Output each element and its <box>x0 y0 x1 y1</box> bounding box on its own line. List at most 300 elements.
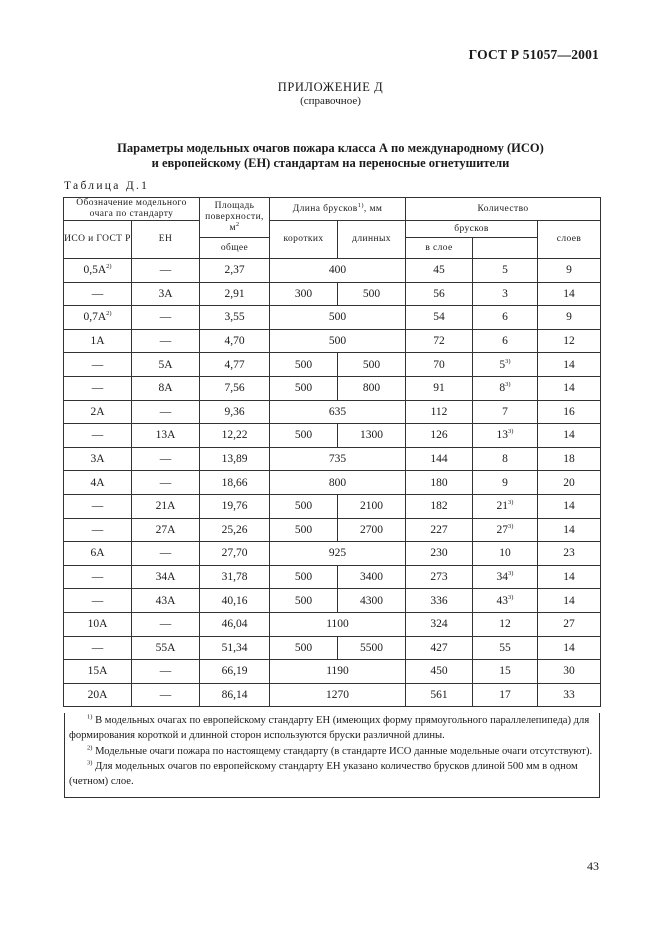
cell-iso-value: 20А <box>87 688 108 701</box>
cell-iso-value: 2А <box>90 405 105 418</box>
cell-layers <box>538 589 601 613</box>
cell-length-value: 1270 <box>326 688 349 701</box>
cell-long <box>338 353 406 377</box>
cell-iso-value: 0,7А <box>83 311 107 324</box>
cell-total <box>406 494 473 518</box>
cell-layers <box>538 282 601 306</box>
header-length-text: Длина брусков <box>292 203 358 214</box>
table-body <box>64 198 601 707</box>
cell-per-layer <box>473 589 538 613</box>
cell-iso-value: — <box>91 429 104 442</box>
table-row <box>64 471 601 495</box>
cell-short-value: 500 <box>294 641 313 654</box>
cell-iso <box>64 494 132 518</box>
cell-short <box>270 282 338 306</box>
cell-area <box>200 636 270 660</box>
cell-total <box>406 542 473 566</box>
cell-area <box>200 589 270 613</box>
note-3-text: Для модельных очагов по европейскому стандарту ЕН указано количество брусков длиной 500 мм в одном (четном) слое. <box>69 760 578 788</box>
cell-layers <box>538 306 601 330</box>
table-row <box>64 306 601 330</box>
header-iso: ИСО и ГОСТ Р <box>64 221 132 259</box>
cell-per-layer-value: 8 <box>499 382 506 395</box>
cell-layers-value: 30 <box>563 665 575 678</box>
cell-iso <box>64 282 132 306</box>
cell-length <box>270 329 406 353</box>
cell-area <box>200 565 270 589</box>
cell-en-value: — <box>159 547 172 560</box>
appendix-title: ПРИЛОЖЕНИЕ Д <box>277 80 384 94</box>
cell-area-value: 25,26 <box>221 523 248 536</box>
cell-iso-footnote: 2) <box>106 310 112 318</box>
header-quantity: Количество <box>406 198 601 221</box>
cell-short <box>270 636 338 660</box>
cell-iso-footnote: 2) <box>106 263 112 271</box>
cell-layers-value: 27 <box>563 618 575 631</box>
cell-area <box>200 660 270 684</box>
cell-area-value: 13,89 <box>221 453 248 466</box>
cell-long-value: 5500 <box>360 641 383 654</box>
cell-total <box>406 518 473 542</box>
cell-length <box>270 447 406 471</box>
cell-iso <box>64 471 132 495</box>
cell-en-value: — <box>159 618 172 631</box>
cell-per-layer <box>473 565 538 589</box>
table-row <box>64 329 601 353</box>
cell-area-value: 86,14 <box>221 688 248 701</box>
cell-per-layer-value: 21 <box>496 500 509 513</box>
cell-total-value: 561 <box>430 688 448 701</box>
cell-per-layer <box>473 612 538 636</box>
fire-models-table <box>63 197 601 707</box>
table-row <box>64 589 601 613</box>
cell-iso <box>64 447 132 471</box>
note-1-text: В модельных очагах по европейскому стандарту ЕН (имеющих форму прямоугольного параллелепипеда) для формирования короткой и длинной сторон используются бруски различной длины. <box>69 715 590 742</box>
table-heading <box>0 141 661 171</box>
cell-en-value: 43А <box>155 594 176 607</box>
cell-total <box>406 259 473 283</box>
cell-short <box>270 565 338 589</box>
cell-layers <box>538 494 601 518</box>
cell-per-layer <box>473 329 538 353</box>
cell-length <box>270 471 406 495</box>
cell-total <box>406 376 473 400</box>
cell-en-value: — <box>159 264 172 277</box>
cell-total <box>406 612 473 636</box>
cell-en <box>132 447 200 471</box>
cell-layers-value: 14 <box>563 358 575 371</box>
cell-iso-value: 10А <box>87 618 108 631</box>
cell-length-value: 1190 <box>326 665 349 678</box>
table-heading-line1: Параметры модельных очагов пожара класса А по международному (ИСО) <box>117 141 544 155</box>
cell-en-value: 27А <box>155 523 176 536</box>
cell-en-value: — <box>159 405 172 418</box>
note-3-sup: 3) <box>87 759 93 767</box>
cell-per-layer-value: 34 <box>496 571 509 584</box>
cell-per-layer <box>473 447 538 471</box>
cell-total <box>406 282 473 306</box>
header-area <box>200 198 270 238</box>
table-label: Таблица Д.1 <box>64 180 150 192</box>
note-1-sup: 1) <box>87 713 93 721</box>
cell-total-value: 182 <box>430 500 448 513</box>
cell-per-layer <box>473 518 538 542</box>
cell-layers <box>538 660 601 684</box>
cell-per-layer-value: 5 <box>502 264 508 277</box>
cell-long-value: 1300 <box>360 429 383 442</box>
header-area-sup: 2 <box>235 220 240 228</box>
cell-area-value: 2,91 <box>224 287 245 300</box>
note-1 <box>65 713 599 744</box>
cell-layers-value: 14 <box>563 523 575 536</box>
cell-per-layer-footnote: 3) <box>508 523 514 530</box>
cell-per-layer <box>473 471 538 495</box>
cell-total-value: 126 <box>430 429 448 442</box>
cell-iso-value: — <box>91 641 104 654</box>
header-layers: слоев <box>538 221 601 259</box>
cell-iso <box>64 353 132 377</box>
cell-layers <box>538 542 601 566</box>
cell-en-value: 3А <box>158 287 173 300</box>
cell-long <box>338 565 406 589</box>
cell-total <box>406 589 473 613</box>
cell-iso-value: — <box>91 287 104 300</box>
cell-per-layer-value: 10 <box>499 547 511 560</box>
cell-length-value: 735 <box>328 453 347 466</box>
cell-area-value: 19,76 <box>221 500 248 513</box>
header-long: длинных <box>338 221 406 259</box>
cell-length <box>270 660 406 684</box>
cell-long <box>338 424 406 448</box>
cell-length-value: 400 <box>328 264 347 277</box>
cell-layers-value: 33 <box>563 688 575 701</box>
header-per-layer: в слое <box>406 238 473 259</box>
cell-en-value: — <box>159 476 172 489</box>
cell-per-layer-value: 13 <box>496 429 509 442</box>
cell-area-value: 31,78 <box>221 571 248 584</box>
cell-per-layer-value: 43 <box>496 594 509 607</box>
cell-en <box>132 400 200 424</box>
cell-total-value: 180 <box>430 476 448 489</box>
cell-total-value: 427 <box>430 641 448 654</box>
cell-per-layer-footnote: 3) <box>508 593 514 601</box>
cell-short-value: 300 <box>294 287 313 300</box>
cell-iso <box>64 329 132 353</box>
cell-short <box>270 353 338 377</box>
cell-total <box>406 471 473 495</box>
cell-layers <box>538 565 601 589</box>
cell-per-layer-value: 9 <box>502 476 508 489</box>
cell-long-value: 800 <box>362 382 381 395</box>
cell-total-value: 450 <box>430 665 448 678</box>
table-heading-line2: и европейскому (ЕН) стандартам на переносные огнетушители <box>151 156 510 170</box>
document-code: ГОСТ Р 51057—2001 <box>468 47 599 62</box>
cell-iso-value: — <box>91 500 104 513</box>
cell-layers <box>538 518 601 542</box>
cell-en <box>132 589 200 613</box>
cell-en-value: — <box>159 335 172 348</box>
cell-layers-value: 14 <box>563 594 575 607</box>
cell-per-layer-footnote: 3) <box>508 428 514 436</box>
cell-layers-value: 14 <box>563 641 575 654</box>
cell-total-value: 72 <box>433 335 445 348</box>
cell-length <box>270 683 406 707</box>
table-row <box>64 636 601 660</box>
cell-short <box>270 589 338 613</box>
cell-per-layer <box>473 636 538 660</box>
cell-iso-value: 3А <box>90 453 105 466</box>
cell-length-value: 800 <box>328 476 347 489</box>
cell-area <box>200 282 270 306</box>
cell-area <box>200 259 270 283</box>
cell-per-layer <box>473 424 538 448</box>
cell-iso <box>64 589 132 613</box>
cell-long <box>338 376 406 400</box>
cell-length-value: 1100 <box>326 618 349 631</box>
cell-en-value: — <box>159 311 172 324</box>
cell-per-layer <box>473 376 538 400</box>
cell-iso <box>64 612 132 636</box>
cell-layers <box>538 259 601 283</box>
cell-total <box>406 636 473 660</box>
cell-layers <box>538 400 601 424</box>
cell-total <box>406 329 473 353</box>
cell-per-layer-value: 6 <box>502 335 508 348</box>
cell-iso-value: 1А <box>90 335 105 348</box>
table-row <box>64 353 601 377</box>
cell-per-layer <box>473 542 538 566</box>
cell-total <box>406 424 473 448</box>
cell-total-value: 54 <box>433 311 445 324</box>
cell-length-value: 500 <box>328 311 347 324</box>
cell-en-value: 5А <box>158 358 173 371</box>
header-designation: Обозначение модельного очага по стандарту <box>64 198 200 221</box>
cell-short <box>270 518 338 542</box>
table-row <box>64 542 601 566</box>
cell-en-value: — <box>159 688 172 701</box>
cell-layers-value: 20 <box>563 476 575 489</box>
cell-per-layer-value: 8 <box>502 453 508 466</box>
cell-short <box>270 424 338 448</box>
cell-total-value: 70 <box>433 358 445 371</box>
cell-long-value: 500 <box>362 358 381 371</box>
table-row <box>64 376 601 400</box>
cell-area <box>200 306 270 330</box>
table-row <box>64 565 601 589</box>
cell-per-layer <box>473 306 538 330</box>
cell-length-value: 500 <box>328 335 347 348</box>
cell-per-layer <box>473 282 538 306</box>
cell-total-value: 91 <box>433 382 445 395</box>
cell-per-layer-value: 6 <box>502 311 508 324</box>
cell-total-value: 324 <box>430 618 448 631</box>
cell-area-value: 3,55 <box>224 311 245 324</box>
cell-per-layer-value: 17 <box>499 688 511 701</box>
cell-short-value: 500 <box>294 594 313 607</box>
cell-per-layer-value: 55 <box>499 641 511 654</box>
cell-layers-value: 12 <box>563 335 575 348</box>
page-number: 43 <box>587 859 599 873</box>
cell-layers <box>538 471 601 495</box>
cell-total <box>406 660 473 684</box>
cell-area-value: 46,04 <box>221 618 248 631</box>
cell-length <box>270 542 406 566</box>
cell-area <box>200 471 270 495</box>
cell-length-value: 925 <box>328 547 347 560</box>
cell-layers <box>538 424 601 448</box>
cell-en <box>132 306 200 330</box>
table-row <box>64 259 601 283</box>
cell-layers-value: 14 <box>563 571 575 584</box>
cell-area <box>200 353 270 377</box>
cell-per-layer-value: 3 <box>502 287 508 300</box>
cell-per-layer-value: 12 <box>499 618 511 631</box>
table-row <box>64 494 601 518</box>
cell-en-value: 13А <box>155 429 176 442</box>
cell-iso-value: 0,5А <box>83 264 107 277</box>
cell-total-value: 230 <box>430 547 448 560</box>
cell-en <box>132 282 200 306</box>
cell-length <box>270 612 406 636</box>
cell-long-value: 500 <box>362 287 381 300</box>
header-en: ЕН <box>132 221 200 259</box>
cell-layers <box>538 447 601 471</box>
cell-layers-value: 14 <box>563 287 575 300</box>
cell-en-value: 8А <box>158 382 173 395</box>
cell-area <box>200 447 270 471</box>
cell-en <box>132 612 200 636</box>
table-row <box>64 282 601 306</box>
cell-iso <box>64 306 132 330</box>
cell-area <box>200 424 270 448</box>
cell-layers-value: 9 <box>566 264 572 277</box>
cell-area <box>200 612 270 636</box>
cell-en-value: 34А <box>155 571 176 584</box>
cell-area-value: 51,34 <box>221 641 248 654</box>
cell-area <box>200 400 270 424</box>
header-length-unit: , мм <box>363 203 383 214</box>
cell-length <box>270 259 406 283</box>
cell-iso <box>64 636 132 660</box>
cell-total-value: 45 <box>433 264 445 277</box>
cell-long-value: 3400 <box>360 571 383 584</box>
cell-long <box>338 636 406 660</box>
cell-en <box>132 259 200 283</box>
note-3 <box>65 759 599 790</box>
cell-per-layer <box>473 259 538 283</box>
cell-area-value: 27,70 <box>221 547 248 560</box>
cell-iso-value: 15А <box>87 665 108 678</box>
cell-layers <box>538 376 601 400</box>
cell-en <box>132 636 200 660</box>
table-row <box>64 660 601 684</box>
cell-area-value: 18,66 <box>221 476 248 489</box>
cell-en <box>132 542 200 566</box>
cell-en <box>132 471 200 495</box>
cell-layers-value: 18 <box>563 453 575 466</box>
cell-total <box>406 683 473 707</box>
table-row <box>64 400 601 424</box>
cell-iso <box>64 565 132 589</box>
cell-iso-value: — <box>91 571 104 584</box>
cell-layers <box>538 329 601 353</box>
cell-iso-value: — <box>91 594 104 607</box>
note-2-text: Модельные очаги пожара по настоящему стандарту (в стандарте ИСО данные модельные очаги отсутствуют). <box>92 745 593 757</box>
cell-iso <box>64 259 132 283</box>
cell-per-layer-footnote: 3) <box>505 381 511 389</box>
cell-en-value: 55А <box>155 641 176 654</box>
cell-total-value: 112 <box>430 405 448 418</box>
cell-per-layer-value: 27 <box>496 523 509 536</box>
cell-iso-value: — <box>91 382 104 395</box>
cell-short-value: 500 <box>294 571 313 584</box>
cell-en <box>132 660 200 684</box>
cell-area-value: 7,56 <box>224 382 245 395</box>
cell-long-value: 2100 <box>360 500 383 513</box>
cell-area <box>200 542 270 566</box>
cell-area <box>200 329 270 353</box>
table-row <box>64 518 601 542</box>
cell-total <box>406 306 473 330</box>
cell-area-value: 4,70 <box>224 335 245 348</box>
cell-long-value: 2700 <box>360 523 383 536</box>
cell-layers-value: 9 <box>566 311 572 324</box>
cell-area-value: 4,77 <box>224 358 245 371</box>
cell-area <box>200 376 270 400</box>
cell-short-value: 500 <box>294 500 313 513</box>
cell-total-value: 227 <box>430 523 448 536</box>
cell-length-value: 635 <box>328 405 347 418</box>
cell-area-value: 2,37 <box>224 264 245 277</box>
cell-iso <box>64 424 132 448</box>
cell-en <box>132 329 200 353</box>
cell-per-layer <box>473 494 538 518</box>
cell-short-value: 500 <box>294 429 313 442</box>
cell-layers-value: 14 <box>563 429 575 442</box>
cell-total <box>406 400 473 424</box>
header-short: коротких <box>270 221 338 259</box>
cell-long <box>338 494 406 518</box>
cell-layers-value: 14 <box>563 500 575 513</box>
cell-per-layer-value: 5 <box>499 358 506 371</box>
cell-iso <box>64 683 132 707</box>
cell-iso <box>64 542 132 566</box>
cell-total-value: 273 <box>430 571 448 584</box>
cell-total-value: 144 <box>430 453 448 466</box>
header-total: общее <box>200 238 270 259</box>
cell-layers <box>538 353 601 377</box>
note-2 <box>65 744 599 759</box>
cell-area <box>200 518 270 542</box>
cell-short-value: 500 <box>294 358 313 371</box>
cell-long <box>338 589 406 613</box>
cell-total <box>406 353 473 377</box>
cell-en <box>132 424 200 448</box>
cell-per-layer-footnote: 3) <box>508 499 514 507</box>
cell-total <box>406 565 473 589</box>
cell-long <box>338 282 406 306</box>
cell-iso-value: 4А <box>90 476 105 489</box>
cell-en <box>132 376 200 400</box>
cell-area-value: 12,22 <box>221 429 248 442</box>
cell-iso <box>64 660 132 684</box>
cell-total-value: 56 <box>433 287 445 300</box>
cell-short-value: 500 <box>294 382 313 395</box>
cell-layers <box>538 683 601 707</box>
cell-iso-value: — <box>91 358 104 371</box>
header-length-sup: 1) <box>357 201 364 209</box>
cell-iso <box>64 400 132 424</box>
